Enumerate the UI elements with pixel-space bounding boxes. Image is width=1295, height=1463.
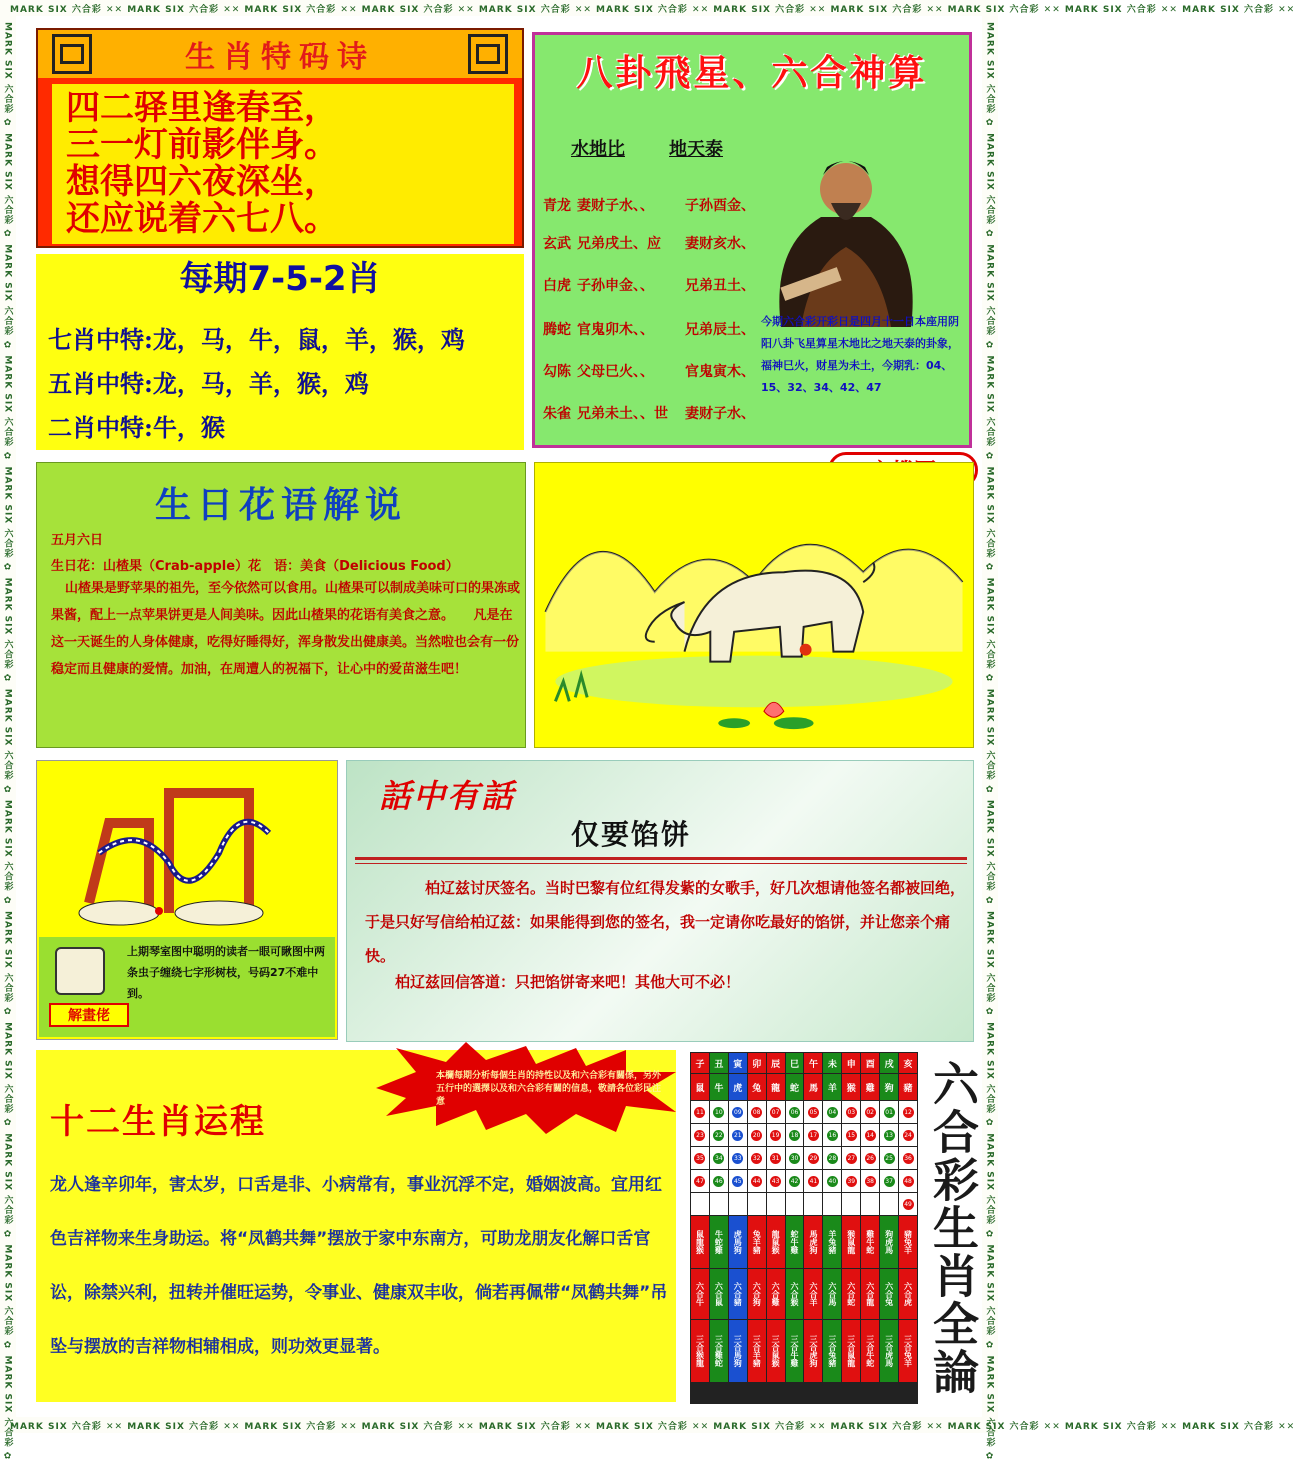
elephant-illustration xyxy=(534,462,974,748)
story-divider xyxy=(355,863,967,864)
zodiac-group: 蛇牛雞 xyxy=(786,1216,804,1268)
number-ball: 36 xyxy=(904,1154,912,1162)
ball-cell xyxy=(861,1170,879,1192)
gua-line-left: 妻财子水、、 xyxy=(577,198,654,214)
ball-cell xyxy=(729,1101,747,1123)
frame-icon xyxy=(52,34,92,74)
number-ball: 16 xyxy=(828,1131,837,1139)
zodiac-liuhe: 六合龍 xyxy=(861,1269,879,1319)
zodiac-branch: 未 xyxy=(823,1053,841,1073)
number-ball: 23 xyxy=(696,1131,704,1139)
zodiac-group: 兔羊豬 xyxy=(748,1216,766,1268)
zodiac-group: 龍鼠猴 xyxy=(767,1216,785,1268)
zodiac-branch: 酉 xyxy=(861,1053,879,1073)
gua-left-label: 水地比 xyxy=(571,139,625,160)
zodiac-liuhe: 六合馬 xyxy=(823,1269,841,1319)
zodiac-sanhe: 三合鼠猴 xyxy=(767,1320,785,1382)
ball-cell xyxy=(842,1193,860,1215)
zodiac-branch: 巳 xyxy=(786,1053,804,1073)
number-ball: 05 xyxy=(809,1108,818,1116)
poem-line: 四二驿里逢春至， xyxy=(66,88,338,128)
gua-line-left: 兄弟未土、、世 xyxy=(577,406,668,422)
zodiac-column xyxy=(804,1053,822,1403)
ball-cell xyxy=(767,1170,785,1192)
bottom-brand-strip xyxy=(0,1417,1295,1433)
story-reply: 柏辽兹回信答道：只把馅饼寄来吧！其他大可不必！ xyxy=(395,973,741,991)
zodiac-animal: 猴 xyxy=(842,1074,860,1100)
zodiac-animal: 豬 xyxy=(899,1074,917,1100)
zodiac-column xyxy=(691,1053,709,1403)
number-ball: 09 xyxy=(733,1108,742,1116)
ball-cell xyxy=(748,1170,766,1192)
ball-cell xyxy=(691,1101,709,1123)
ball-cell xyxy=(880,1147,898,1169)
ball-cell xyxy=(861,1124,879,1146)
number-ball: 12 xyxy=(904,1108,912,1116)
zodiac-sanhe: 三合猴龍 xyxy=(691,1320,709,1382)
gua-spirit: 青龙 xyxy=(543,198,571,214)
zodiac-column xyxy=(823,1053,841,1403)
number-ball: 31 xyxy=(771,1154,780,1162)
number-ball: 03 xyxy=(847,1108,856,1116)
poem-title: 生肖特码诗 xyxy=(185,40,375,75)
zodiac-sanhe: 三合兔羊 xyxy=(899,1320,917,1382)
zodiac-branch: 申 xyxy=(842,1053,860,1073)
number-ball: 34 xyxy=(715,1154,723,1162)
zodiac-group: 狗虎馬 xyxy=(880,1216,898,1268)
number-ball: 35 xyxy=(696,1154,704,1162)
zodiac-sanhe: 三合雞蛇 xyxy=(710,1320,728,1382)
story-divider xyxy=(355,857,967,860)
zodiac-branch: 午 xyxy=(804,1053,822,1073)
ball-cell xyxy=(710,1170,728,1192)
zodiac-animal: 兔 xyxy=(748,1074,766,1100)
gua-line-right: 兄弟丑土、 xyxy=(685,278,755,294)
ball-cell xyxy=(899,1170,917,1192)
number-ball: 26 xyxy=(866,1154,874,1162)
story-title: 仅要馅饼 xyxy=(571,818,692,851)
zodiac-liuhe: 六合牛 xyxy=(691,1269,709,1319)
zodiac-animal: 狗 xyxy=(880,1074,898,1100)
number-ball: 37 xyxy=(885,1177,893,1185)
zodiac-sanhe: 三合虎狗 xyxy=(804,1320,822,1382)
gua-right-label: 地天泰 xyxy=(669,139,723,160)
number-ball: 30 xyxy=(790,1154,799,1162)
fortune-panel xyxy=(36,1050,676,1402)
zodiac-animal: 羊 xyxy=(823,1074,841,1100)
zodiac-group: 猴鼠龍 xyxy=(842,1216,860,1268)
bagua-panel xyxy=(532,32,972,448)
zodiac-sanhe: 三合牛蛇 xyxy=(861,1320,879,1382)
ball-cell xyxy=(691,1147,709,1169)
ball-cell xyxy=(861,1193,879,1215)
gua-line-right: 妻财亥水、 xyxy=(685,236,755,252)
ball-cell xyxy=(861,1101,879,1123)
poem-line: 三一灯前影伴身。 xyxy=(66,125,338,165)
gua-row xyxy=(543,233,661,253)
zodiac-column xyxy=(899,1053,917,1403)
picks-row-seven: 七肖中特:龙，马，牛，鼠，羊，猴，鸡 xyxy=(48,325,465,354)
ball-cell xyxy=(861,1147,879,1169)
ball-cell xyxy=(691,1124,709,1146)
number-ball: 20 xyxy=(752,1131,761,1139)
number-ball: 19 xyxy=(771,1131,780,1139)
zodiac-column xyxy=(842,1053,860,1403)
ball-cell xyxy=(880,1193,898,1215)
gua-spirit: 勾陈 xyxy=(543,364,571,380)
number-ball: 11 xyxy=(696,1108,704,1116)
zodiac-sanhe: 三合牛雞 xyxy=(786,1320,804,1382)
brand-text: MARK SIX 六合彩 ✿ MARK SIX 六合彩 ✿ MARK SIX 六合彩 ✿ MARK SIX 六合彩 ✿ MARK SIX 六合彩 ✿ MARK SIX 六合彩 ✿ MARK SIX 六合彩 ✿ MARK SIX 六合彩 ✿ MARK SIX 六合彩 ✿ MARK SIX 六合彩 ✿ MARK SIX 六合彩 ✿ MARK SIX 六合彩 ✿ MARK SIX 六合彩 ✿ xyxy=(2,22,13,1463)
book-icon xyxy=(55,947,105,995)
snake-illustration xyxy=(39,763,335,933)
ball-cell xyxy=(880,1101,898,1123)
poem-header xyxy=(38,30,522,78)
zodiac-group: 鼠龍猴 xyxy=(691,1216,709,1268)
zodiac-group: 牛蛇雞 xyxy=(710,1216,728,1268)
number-ball: 32 xyxy=(752,1154,761,1162)
gua-spirit: 白虎 xyxy=(543,278,571,294)
gua-line-left: 父母巳火、、 xyxy=(577,364,654,380)
number-ball: 21 xyxy=(733,1131,742,1139)
zodiac-column xyxy=(767,1053,785,1403)
number-ball: 39 xyxy=(847,1177,856,1185)
number-ball: 41 xyxy=(809,1177,818,1185)
fortune-title: 十二生肖运程 xyxy=(50,1102,266,1142)
zodiac-animal: 馬 xyxy=(804,1074,822,1100)
snake-note-box xyxy=(39,937,335,1037)
number-ball: 24 xyxy=(904,1131,912,1139)
snake-note-text: 上期琴室图中聪明的读者一眼可瞅图中两条虫子缠绕七字形树枝，号码27不难中到。 xyxy=(127,945,325,1000)
zodiac-sanhe: 三合兔豬 xyxy=(823,1320,841,1382)
number-ball: 06 xyxy=(790,1108,799,1116)
picks-row-two: 二肖中特:牛，猴 xyxy=(48,413,225,442)
zodiac-animal: 牛 xyxy=(710,1074,728,1100)
frame-icon xyxy=(468,34,508,74)
gua-row xyxy=(543,319,654,339)
ball-cell xyxy=(842,1124,860,1146)
poem-line: 还应说着六七八。 xyxy=(66,199,338,239)
number-ball: 49 xyxy=(904,1200,912,1208)
zodiac-branch: 戌 xyxy=(880,1053,898,1073)
zodiac-group: 豬兔羊 xyxy=(899,1216,917,1268)
number-ball: 14 xyxy=(866,1131,874,1139)
zodiac-liuhe: 六合鼠 xyxy=(710,1269,728,1319)
zodiac-liuhe: 六合兔 xyxy=(880,1269,898,1319)
ball-cell xyxy=(767,1193,785,1215)
zodiac-branch: 寅 xyxy=(729,1053,747,1073)
number-ball: 33 xyxy=(733,1154,742,1162)
zodiac-liuhe: 六合狗 xyxy=(748,1269,766,1319)
number-ball: 08 xyxy=(752,1108,761,1116)
zodiac-liuhe: 六合豬 xyxy=(729,1269,747,1319)
flower-panel xyxy=(36,462,526,748)
bagua-title: 八卦飛星、六合神算 xyxy=(576,52,928,94)
ball-cell xyxy=(691,1193,709,1215)
zodiac-liuhe: 六合虎 xyxy=(899,1269,917,1319)
number-ball: 38 xyxy=(866,1177,874,1185)
ball-cell xyxy=(767,1101,785,1123)
zodiac-animal: 蛇 xyxy=(786,1074,804,1100)
snake-panel xyxy=(36,760,338,1040)
number-ball: 15 xyxy=(847,1131,856,1139)
gua-row xyxy=(543,403,668,423)
zodiac-sanhe: 三合馬狗 xyxy=(729,1320,747,1382)
ball-cell xyxy=(786,1170,804,1192)
gua-line-right: 官鬼寅木、 xyxy=(685,364,755,380)
ball-cell xyxy=(899,1147,917,1169)
poem-line: 想得四六夜深坐， xyxy=(66,162,338,202)
zodiac-column xyxy=(861,1053,879,1403)
ball-cell xyxy=(691,1170,709,1192)
brand-text: MARK SIX 六合彩 ✕✕ MARK SIX 六合彩 ✕✕ MARK SIX 六合彩 ✕✕ MARK SIX 六合彩 ✕✕ MARK SIX 六合彩 ✕✕ MARK SIX 六合彩 ✕✕ MARK SIX 六合彩 ✕✕ MARK SIX 六合彩 ✕✕ MARK SIX 六合彩 ✕✕ MARK SIX 六合彩 ✕✕ MARK SIX 六合彩 ✕✕ xyxy=(10,1421,1295,1432)
number-ball: 18 xyxy=(790,1131,799,1139)
ball-cell xyxy=(823,1101,841,1123)
zodiac-branch: 亥 xyxy=(899,1053,917,1073)
gua-line-right: 妻财子水、 xyxy=(685,406,755,422)
number-ball: 42 xyxy=(790,1177,799,1185)
ball-cell xyxy=(748,1193,766,1215)
burst-text: 本欄每期分析每個生肖的持性以及和六合彩有關係，另外五行中的選擇以及和六合彩有關的信息，敬請各位彩民注意 xyxy=(436,1071,662,1107)
number-ball: 29 xyxy=(809,1154,818,1162)
ball-cell xyxy=(823,1170,841,1192)
ball-cell xyxy=(786,1193,804,1215)
zodiac-liuhe: 六合猴 xyxy=(786,1269,804,1319)
zodiac-branch: 卯 xyxy=(748,1053,766,1073)
flower-title: 生日花语解说 xyxy=(154,484,407,526)
ball-cell xyxy=(710,1193,728,1215)
picks-panel xyxy=(36,254,524,450)
number-ball: 27 xyxy=(847,1154,856,1162)
ball-cell xyxy=(748,1147,766,1169)
ball-cell xyxy=(710,1124,728,1146)
gua-spirit: 玄武 xyxy=(543,236,571,252)
number-ball: 13 xyxy=(885,1131,893,1139)
gua-spirit: 腾蛇 xyxy=(543,322,571,338)
ball-cell xyxy=(748,1124,766,1146)
ball-cell xyxy=(710,1101,728,1123)
ball-cell xyxy=(710,1147,728,1169)
number-ball: 43 xyxy=(771,1177,780,1185)
ball-cell xyxy=(842,1147,860,1169)
sage-figure-image xyxy=(761,127,931,337)
zodiac-sanhe: 三合虎馬 xyxy=(880,1320,898,1382)
flower-text: 山楂果是野苹果的祖先，至今依然可以食用。山楂果可以制成美味可口的果冻或果酱，配上一点苹果饼更是人间美味。因此山楂果的花语有美食之意。 凡是在这一天诞生的人身体健康，吃得好睡得好，浑身散发出健康美。当然啦也会有一份稳定而且健康的爱情。加油，在周遭人的祝福下，让心中的爱苗滋生吧！ xyxy=(51,581,521,677)
ball-cell xyxy=(899,1101,917,1123)
ball-cell xyxy=(804,1101,822,1123)
gua-row xyxy=(543,275,654,295)
gua-line-right: 子孙酉金、 xyxy=(685,198,755,214)
ball-cell xyxy=(899,1193,917,1215)
zodiac-column xyxy=(710,1053,728,1403)
number-ball: 01 xyxy=(885,1108,893,1116)
number-ball: 44 xyxy=(752,1177,761,1185)
gua-line-left: 官鬼卯木、、 xyxy=(577,322,654,338)
zodiac-animal: 虎 xyxy=(729,1074,747,1100)
right-brand-strip xyxy=(982,16,998,1463)
ball-cell xyxy=(729,1147,747,1169)
number-ball: 40 xyxy=(828,1177,837,1185)
zodiac-group: 馬虎狗 xyxy=(804,1216,822,1268)
ball-cell xyxy=(767,1124,785,1146)
ball-cell xyxy=(767,1147,785,1169)
zodiac-group: 虎馬狗 xyxy=(729,1216,747,1268)
zodiac-table xyxy=(690,1052,918,1404)
zodiac-liuhe: 六合蛇 xyxy=(842,1269,860,1319)
story-panel xyxy=(346,760,974,1042)
flower-date: 五月六日 xyxy=(51,533,104,548)
fortune-text: 龙人逢辛卯年，害太岁，口舌是非、小病常有，事业沉浮不定，婚姻波高。宜用红色吉祥物来生身助运。将“凤鹤共舞”摆放于家中东南方，可助龙朋友化解口舌官讼，除禁兴利，扭转并催旺运势，令事业、健康双丰收，倘若再佩带“凤鹤共舞”吊坠与摆放的吉祥物相辅相成，则功效更显著。 xyxy=(50,1175,668,1357)
ball-cell xyxy=(880,1124,898,1146)
ball-cell xyxy=(823,1193,841,1215)
gua-line-left: 兄弟戌土、应 xyxy=(577,236,661,252)
zodiac-branch: 丑 xyxy=(710,1053,728,1073)
ball-cell xyxy=(729,1124,747,1146)
ball-cell xyxy=(786,1124,804,1146)
zodiac-liuhe: 六合羊 xyxy=(804,1269,822,1319)
zodiac-sanhe: 三合鼠龍 xyxy=(842,1320,860,1382)
number-ball: 04 xyxy=(828,1108,837,1116)
number-ball: 10 xyxy=(715,1108,723,1116)
ball-cell xyxy=(804,1170,822,1192)
zodiac-column xyxy=(748,1053,766,1403)
zodiac-group: 雞牛蛇 xyxy=(861,1216,879,1268)
gua-row xyxy=(543,361,654,381)
brand-text: MARK SIX 六合彩 ✕✕ MARK SIX 六合彩 ✕✕ MARK SIX 六合彩 ✕✕ MARK SIX 六合彩 ✕✕ MARK SIX 六合彩 ✕✕ MARK SIX 六合彩 ✕✕ MARK SIX 六合彩 ✕✕ MARK SIX 六合彩 ✕✕ MARK SIX 六合彩 ✕✕ MARK SIX 六合彩 ✕✕ MARK SIX 六合彩 ✕✕ xyxy=(10,4,1295,15)
flower-header: 生日花：山楂果（Crab-apple）花 语：美食（Delicious Food） xyxy=(51,559,459,574)
gua-spirit: 朱雀 xyxy=(543,406,571,422)
ball-cell xyxy=(899,1124,917,1146)
ball-cell xyxy=(786,1101,804,1123)
zodiac-animal: 龍 xyxy=(767,1074,785,1100)
number-ball: 22 xyxy=(715,1131,723,1139)
zodiac-animal: 鼠 xyxy=(691,1074,709,1100)
picks-row-five: 五肖中特:龙，马，羊，猴，鸡 xyxy=(48,369,369,398)
number-ball: 25 xyxy=(885,1154,893,1162)
story-paragraph: 柏辽兹讨厌签名。当时巴黎有位红得发紫的女歌手，好几次想请他签名都被回绝，于是只好写信给柏辽兹：如果能得到您的签名，我一定请你吃最好的馅饼，并让您亲个痛快。 xyxy=(365,879,966,965)
picks-title: 每期7-5-2肖 xyxy=(179,259,381,299)
zodiac-column xyxy=(729,1053,747,1403)
number-ball: 48 xyxy=(904,1177,912,1185)
gua-line-left: 子孙申金、、 xyxy=(577,278,654,294)
zodiac-column xyxy=(786,1053,804,1403)
number-ball: 46 xyxy=(715,1177,723,1185)
zodiac-branch: 子 xyxy=(691,1053,709,1073)
brand-text: MARK SIX 六合彩 ✿ MARK SIX 六合彩 ✿ MARK SIX 六合彩 ✿ MARK SIX 六合彩 ✿ MARK SIX 六合彩 ✿ MARK SIX 六合彩 ✿ MARK SIX 六合彩 ✿ MARK SIX 六合彩 ✿ MARK SIX 六合彩 ✿ MARK SIX 六合彩 ✿ MARK SIX 六合彩 ✿ MARK SIX 六合彩 ✿ MARK SIX 六合彩 ✿ xyxy=(984,22,995,1463)
number-ball: 45 xyxy=(733,1177,742,1185)
ball-cell xyxy=(880,1170,898,1192)
story-tag: 話中有話 xyxy=(379,777,516,815)
gua-line-right: 兄弟辰土、 xyxy=(685,322,755,338)
solver-button[interactable]: 解畫佬 xyxy=(49,1003,129,1027)
number-ball: 02 xyxy=(866,1108,874,1116)
ball-cell xyxy=(729,1193,747,1215)
number-ball: 28 xyxy=(828,1154,837,1162)
ball-cell xyxy=(804,1124,822,1146)
zodiac-column xyxy=(880,1053,898,1403)
ball-cell xyxy=(842,1170,860,1192)
top-brand-strip xyxy=(0,0,1295,16)
ball-cell xyxy=(729,1170,747,1192)
ball-cell xyxy=(748,1101,766,1123)
ball-cell xyxy=(804,1147,822,1169)
ball-cell xyxy=(823,1147,841,1169)
zodiac-animal: 雞 xyxy=(861,1074,879,1100)
number-ball: 47 xyxy=(696,1177,704,1185)
bagua-note: 今期六合彩开彩日是四月十一日本座用阴阳八卦飞星算星木地比之地天泰的卦象，福神巳火，财星为未土，今期乳：04、15、32、34、42、47 xyxy=(761,315,959,394)
zodiac-liuhe: 六合雞 xyxy=(767,1269,785,1319)
zodiac-sanhe: 三合羊豬 xyxy=(748,1320,766,1382)
poem-panel xyxy=(36,28,524,248)
zodiac-branch: 辰 xyxy=(767,1053,785,1073)
ball-cell xyxy=(842,1101,860,1123)
poem-body xyxy=(52,84,514,244)
gua-row xyxy=(543,195,654,215)
ball-cell xyxy=(786,1147,804,1169)
zodiac-chart-title: 六合彩生肖全論 xyxy=(926,1060,980,1396)
number-ball: 17 xyxy=(809,1131,818,1139)
ball-cell xyxy=(804,1193,822,1215)
zodiac-group: 羊兔豬 xyxy=(823,1216,841,1268)
ball-cell xyxy=(823,1124,841,1146)
left-brand-strip xyxy=(0,16,16,1463)
number-ball: 07 xyxy=(771,1108,780,1116)
